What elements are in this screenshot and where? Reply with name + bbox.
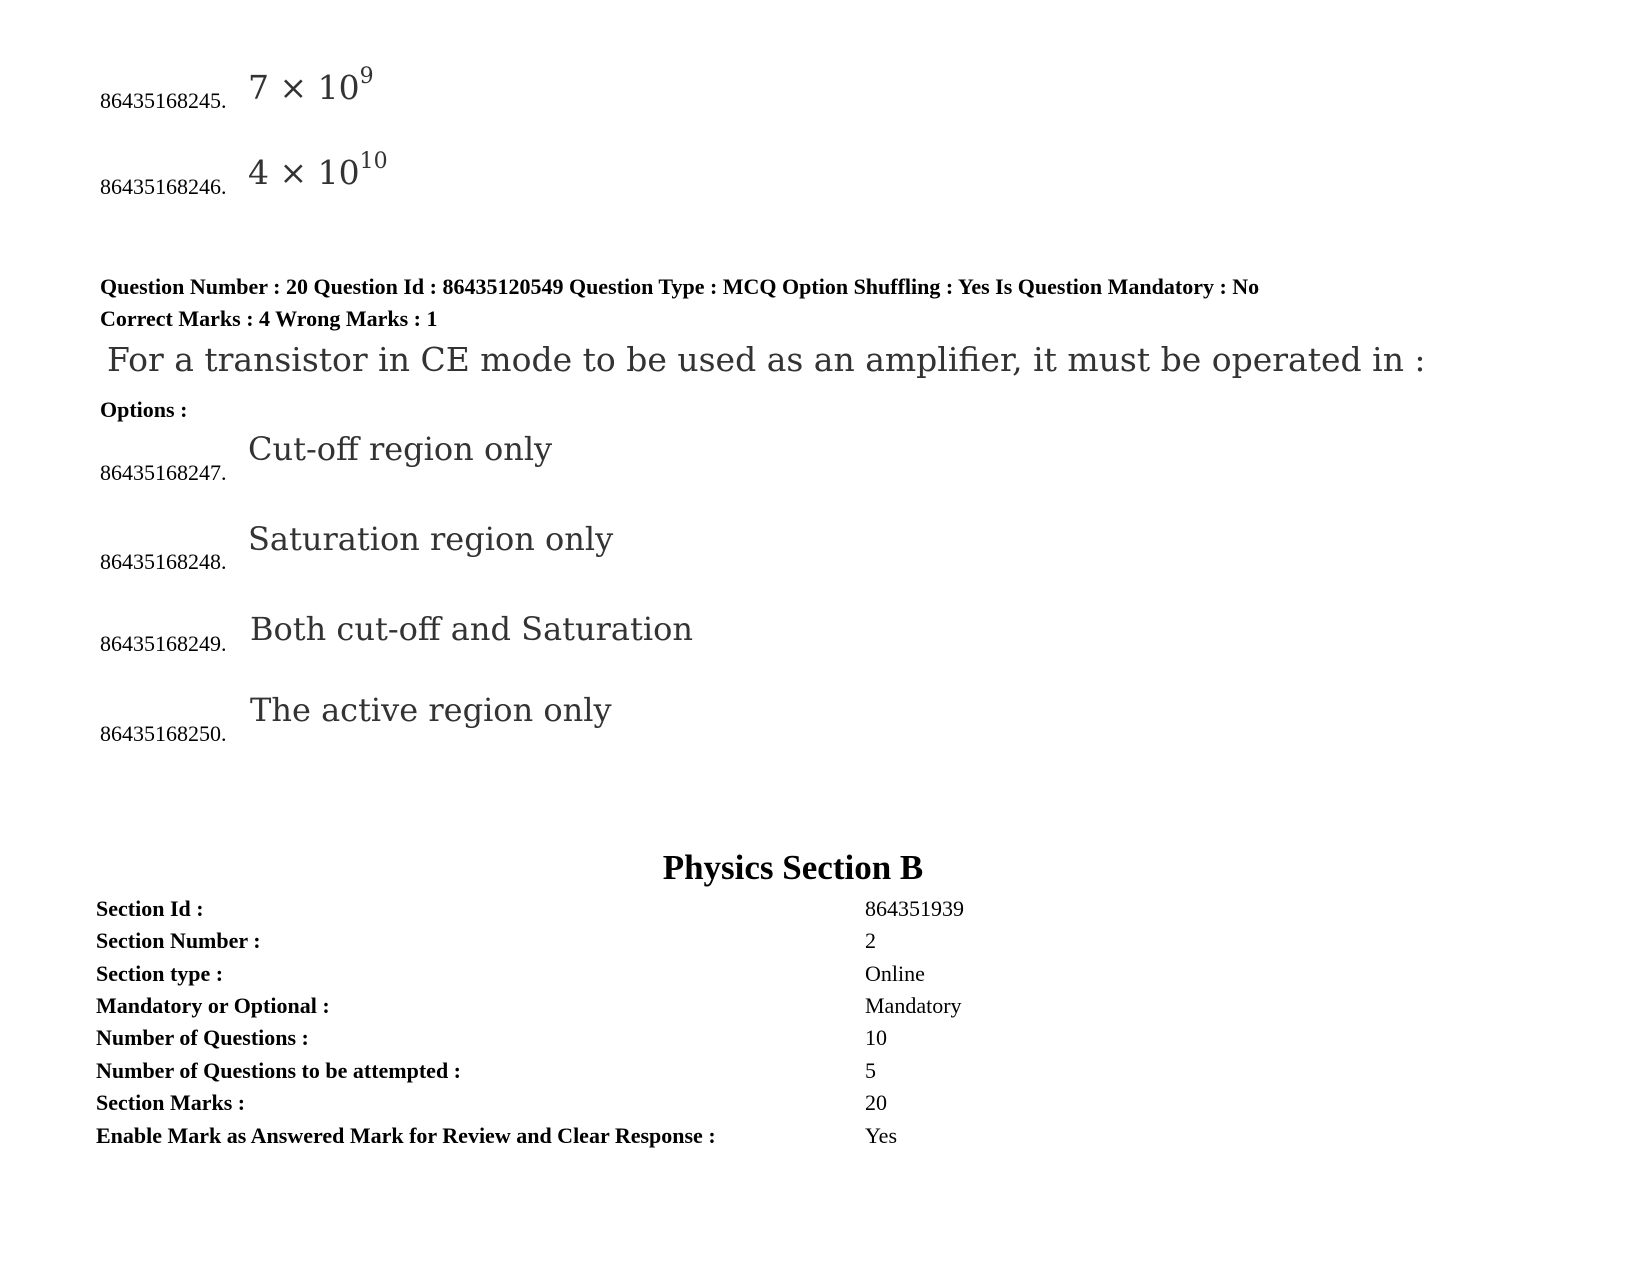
question-stem: For a transistor in CE mode to be used as an amplifier, it must be operated in :: [107, 340, 1426, 379]
option-id: 86435168247.: [100, 460, 227, 485]
option-exponent: 10: [359, 149, 388, 174]
section-detail-value: 864351939: [865, 896, 964, 921]
option-text: The active region only: [250, 691, 612, 729]
section-detail-value: Mandatory: [865, 993, 962, 1018]
option-text: Cut-off region only: [248, 430, 553, 468]
option-text: Saturation region only: [248, 520, 614, 558]
option-base: 7 × 10: [248, 68, 360, 107]
section-detail-label: Number of Questions :: [96, 1025, 309, 1050]
section-detail-value: 10: [865, 1025, 887, 1050]
option-value-math: [248, 64, 374, 107]
option-id: 86435168245.: [100, 88, 227, 113]
section-detail-value: 2: [865, 928, 876, 953]
option-value-math: [248, 149, 388, 192]
section-detail-label: Mandatory or Optional :: [96, 993, 330, 1018]
section-detail-label: Section Id :: [96, 896, 204, 921]
section-detail-value: 20: [865, 1090, 887, 1115]
section-detail-label: Enable Mark as Answered Mark for Review and Clear Response :: [96, 1123, 716, 1148]
section-detail-value: Online: [865, 961, 925, 986]
section-detail-label: Section Marks :: [96, 1090, 246, 1115]
option-id: 86435168250.: [100, 721, 227, 746]
option-id: 86435168248.: [100, 549, 227, 574]
question-meta-line1: Question Number : 20 Question Id : 86435120549 Question Type : MCQ Option Shuffling : Yes Is Question Mandatory : No: [100, 274, 1260, 299]
section-detail-label: Section type :: [96, 961, 224, 986]
section-detail-value: 5: [865, 1058, 876, 1083]
section-detail-label: Number of Questions to be attempted :: [96, 1058, 462, 1083]
option-id: 86435168246.: [100, 174, 227, 199]
option-text: Both cut-off and Saturation: [250, 610, 693, 648]
options-label: Options :: [100, 397, 188, 422]
section-detail-value: Yes: [865, 1123, 898, 1148]
option-id: 86435168249.: [100, 631, 227, 656]
option-base: 4 × 10: [248, 153, 360, 192]
section-title: Physics Section B: [662, 848, 924, 887]
option-exponent: 9: [359, 64, 374, 89]
section-detail-label: Section Number :: [96, 928, 261, 953]
question-meta-line2: Correct Marks : 4 Wrong Marks : 1: [100, 306, 438, 331]
